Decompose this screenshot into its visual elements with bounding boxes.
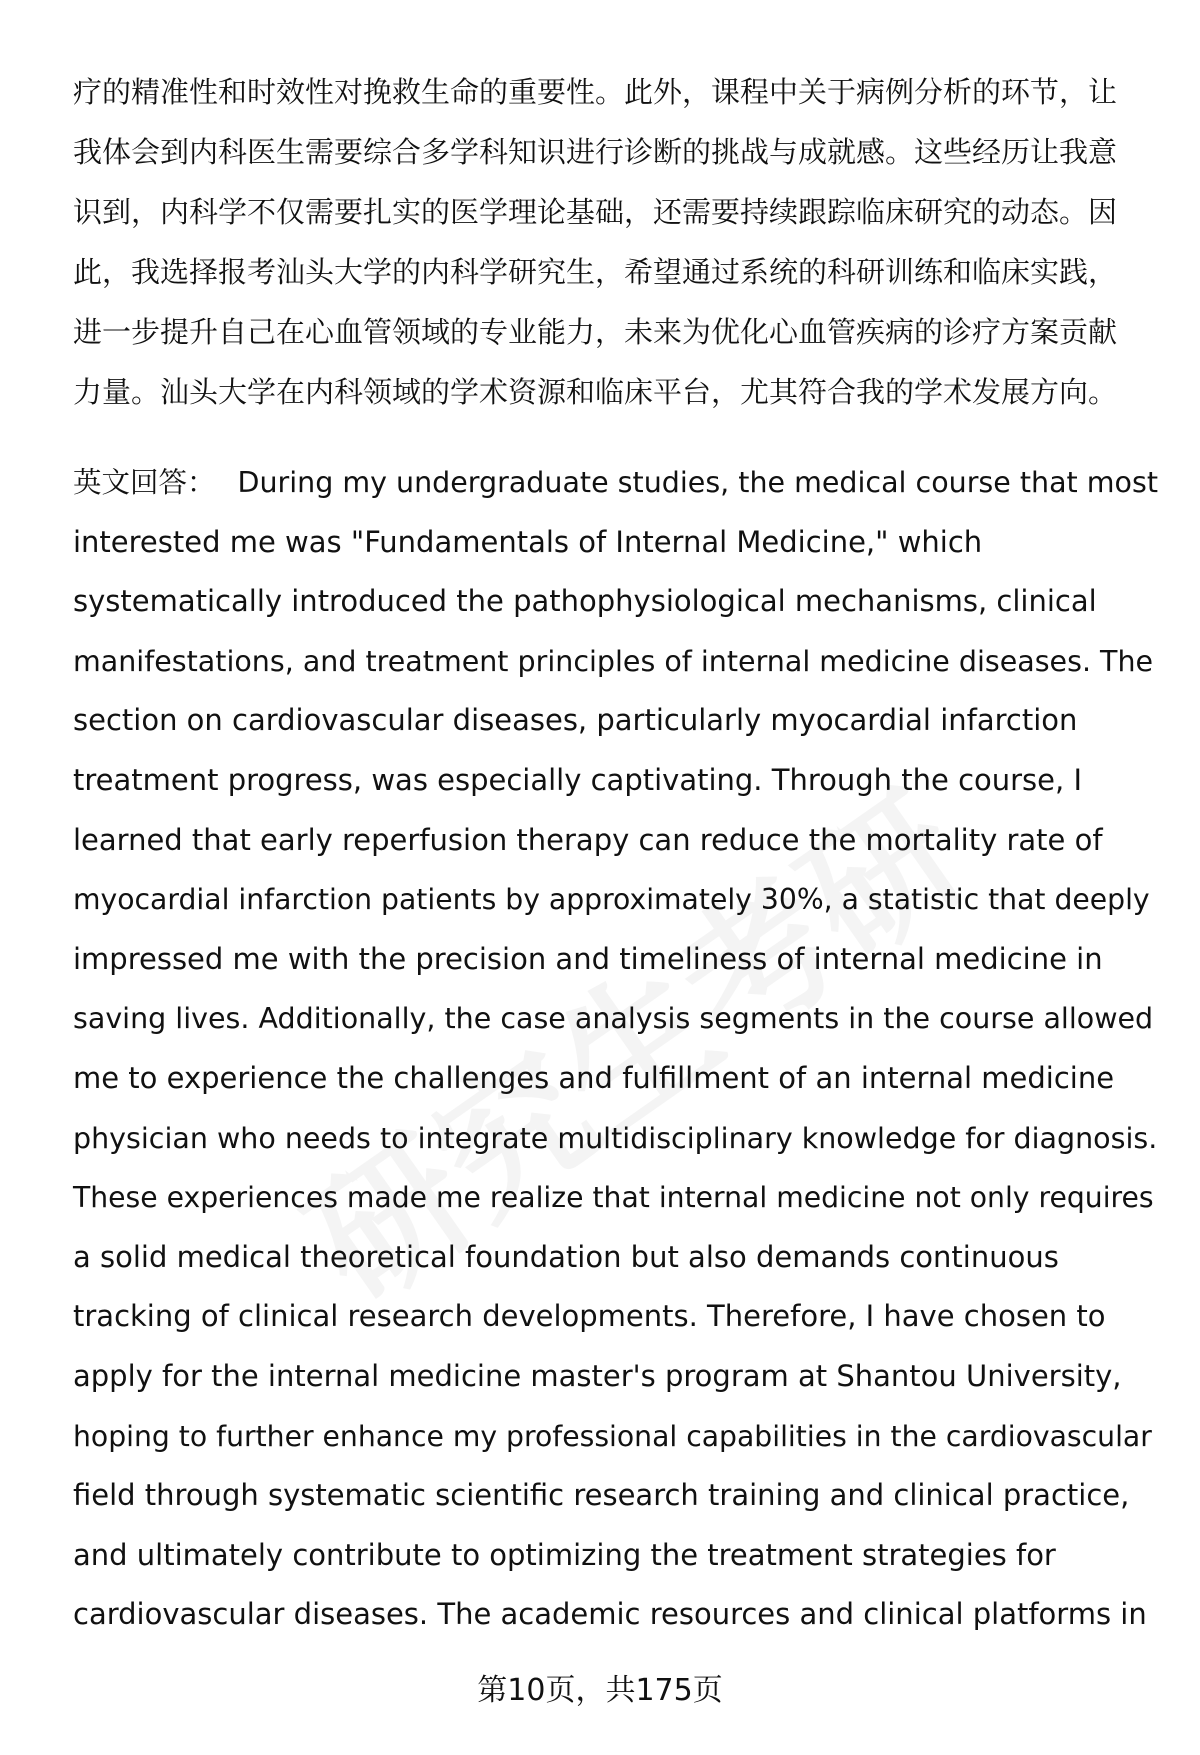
english-answer-label: 英文回答： xyxy=(73,466,216,499)
text-line: field through systematic scientific research training and clinical practice, xyxy=(73,1478,1130,1513)
text-line: apply for the internal medicine master's program at Shantou University, xyxy=(73,1358,1122,1393)
text-line: saving lives. Additionally, the case analysis segments in the course allowed xyxy=(73,1002,1154,1036)
page-footer xyxy=(0,1671,1200,1711)
text-line: 识到，内科学不仅需要扎实的医学理论基础，还需要持续跟踪临床研究的动态。因 xyxy=(73,195,1118,229)
text-line: treatment progress, was especially captivating. Through the course, I xyxy=(73,762,1082,797)
text-line-first xyxy=(73,453,1159,513)
text-line: physician who needs to integrate multidisciplinary knowledge for diagnosis. xyxy=(73,1121,1158,1155)
text-line: interested me was "Fundamentals of Internal Medicine," which xyxy=(73,524,983,559)
chinese-answer-paragraph xyxy=(73,62,1153,422)
text-line: and ultimately contribute to optimizing the treatment strategies for xyxy=(73,1537,1056,1572)
text-line: manifestations, and treatment principles of internal medicine diseases. The xyxy=(73,644,1154,678)
text-line: a solid medical theoretical foundation but also demands continuous xyxy=(73,1239,1059,1274)
text-line: systematically introduced the pathophysiological mechanisms, clinical xyxy=(73,584,1097,619)
page-number: 第10页，共175页 xyxy=(477,1673,723,1708)
text-line: tracking of clinical research developments. Therefore, I have chosen to xyxy=(73,1299,1106,1334)
text-line: hoping to further enhance my professional capabilities in the cardiovascular xyxy=(73,1419,1152,1453)
text-line: These experiences made me realize that internal medicine not only requires xyxy=(73,1181,1154,1215)
text-line: learned that early reperfusion therapy can reduce the mortality rate of xyxy=(73,822,1103,857)
text-line: 疗的精准性和时效性对挽救生命的重要性。此外，课程中关于病例分析的环节，让 xyxy=(73,75,1118,109)
text-line: 进一步提升自己在心血管领域的专业能力，未来为优化心血管疾病的诊疗方案贡献 xyxy=(73,315,1118,349)
text-line: 此，我选择报考汕头大学的内科学研究生，希望通过系统的科研训练和临床实践， xyxy=(73,255,1118,289)
text-line: me to experience the challenges and fulfillment of an internal medicine xyxy=(73,1060,1115,1095)
text-line: 力量。汕头大学在内科领域的学术资源和临床平台，尤其符合我的学术发展方向。 xyxy=(73,375,1118,409)
text-line: 我体会到内科医生需要综合多学科知识进行诊断的挑战与成就感。这些经历让我意 xyxy=(73,135,1118,169)
english-answer-paragraph xyxy=(73,453,1159,1645)
text-line: impressed me with the precision and timeliness of internal medicine in xyxy=(73,941,1103,976)
text-line: section on cardiovascular diseases, particularly myocardial infarction xyxy=(73,703,1078,738)
text-line: cardiovascular diseases. The academic resources and clinical platforms in xyxy=(73,1597,1147,1632)
text-line: myocardial infarction patients by approximately 30%, a statistic that deeply xyxy=(73,883,1150,917)
text-line-first-content: During my undergraduate studies, the medical course that most xyxy=(237,466,1159,499)
